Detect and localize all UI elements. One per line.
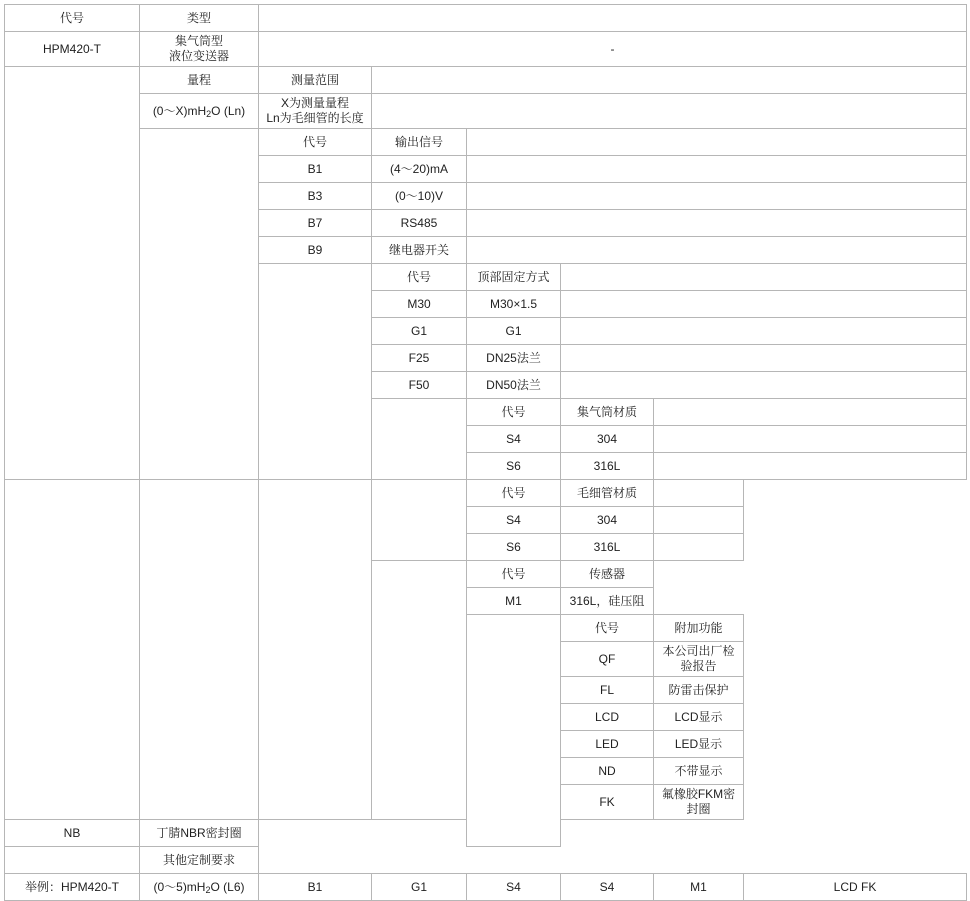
- topfix-code: G1: [372, 318, 467, 345]
- topfix-desc: M30×1.5: [467, 291, 561, 318]
- capillary-desc: 316L: [561, 534, 654, 561]
- tube-desc: 316L: [561, 453, 654, 480]
- selection-table: [4, 4, 967, 901]
- spacer-cell: [561, 264, 967, 291]
- spacer-cell: [372, 94, 967, 129]
- tube-code-header: 代号: [467, 399, 561, 426]
- model-code-value: HPM420-T: [5, 32, 140, 67]
- tube-desc-header: 集气筒材质: [561, 399, 654, 426]
- range-code-post: O (Ln): [211, 103, 246, 118]
- sensor-code-header: 代号: [467, 561, 561, 588]
- output-code: B9: [259, 237, 372, 264]
- capillary-desc: 304: [561, 507, 654, 534]
- capillary-code-header: 代号: [467, 480, 561, 507]
- spacer-cell: [654, 507, 744, 534]
- model-type-line2: 液位变送器: [168, 49, 229, 63]
- spacer-col-b: [140, 480, 259, 820]
- spacer-cell: [372, 67, 967, 94]
- output-desc: (4～20)mA: [372, 156, 467, 183]
- extra-code: ND: [561, 758, 654, 785]
- table-row: [5, 67, 967, 94]
- spacer-col-1: [5, 67, 140, 480]
- topfix-code: F50: [372, 372, 467, 399]
- capillary-code: S6: [467, 534, 561, 561]
- output-desc: (0～10)V: [372, 183, 467, 210]
- spacer-cell: [654, 480, 744, 507]
- spacer-col-4: [372, 399, 467, 480]
- example-range: [140, 874, 259, 901]
- example-output: B1: [259, 874, 372, 901]
- code-header: 代号: [5, 5, 140, 32]
- sensor-desc: 316L，硅压阻: [561, 588, 654, 615]
- spacer-cell: [561, 318, 967, 345]
- topfix-code-header: 代号: [372, 264, 467, 291]
- range-code-pre: (0～X)mH: [152, 103, 207, 118]
- table-row: [5, 32, 967, 67]
- spacer-cell: [259, 5, 967, 32]
- capillary-code: S4: [467, 507, 561, 534]
- topfix-desc-header: 顶部固定方式: [467, 264, 561, 291]
- spacer-cell: [654, 534, 744, 561]
- example-label: 举例：HPM420-T: [5, 874, 140, 901]
- extra-desc: LED显示: [654, 731, 744, 758]
- output-desc: RS485: [372, 210, 467, 237]
- example-range-sub: 2: [205, 884, 211, 895]
- spacer-col-2: [140, 129, 259, 480]
- table-row: [5, 480, 967, 507]
- extra-desc: 其他定制要求: [140, 847, 259, 874]
- spacer-cell: [467, 183, 967, 210]
- table-row: [5, 94, 967, 129]
- table-row: [5, 847, 967, 874]
- capillary-desc-header: 毛细管材质: [561, 480, 654, 507]
- extra-code-header: 代号: [561, 615, 654, 642]
- example-range-pre: (0～5)mH: [153, 879, 206, 894]
- extra-code: QF: [561, 642, 654, 677]
- spacer-cell: [561, 345, 967, 372]
- spacer-col-7: [467, 615, 561, 847]
- spacer-col-5: [372, 480, 467, 561]
- range-desc-line2: Ln为毛细管的长度: [266, 111, 364, 125]
- extra-desc: 氟橡胶FKM密封圈: [654, 785, 744, 820]
- extra-desc: LCD显示: [654, 704, 744, 731]
- range-desc-line1: X为测量量程: [280, 96, 349, 110]
- output-code: B3: [259, 183, 372, 210]
- table-row: [5, 129, 967, 156]
- range-code-value: [140, 94, 259, 129]
- example-extra: LCD FK: [744, 874, 967, 901]
- extra-code: [5, 847, 140, 874]
- spacer-cell: [654, 426, 967, 453]
- spacer-col-3: [259, 264, 372, 480]
- output-code: B7: [259, 210, 372, 237]
- output-code: B1: [259, 156, 372, 183]
- topfix-code: F25: [372, 345, 467, 372]
- output-code-header: 代号: [259, 129, 372, 156]
- topfix-desc: G1: [467, 318, 561, 345]
- type-header: 类型: [140, 5, 259, 32]
- spacer-col-c: [259, 480, 372, 820]
- model-type-line1: 集气筒型: [174, 34, 223, 48]
- example-topfix: G1: [372, 874, 467, 901]
- spacer-cell: [654, 399, 967, 426]
- tube-code: S4: [467, 426, 561, 453]
- spacer-cell: [654, 453, 967, 480]
- extra-code: LED: [561, 731, 654, 758]
- extra-code: NB: [5, 820, 140, 847]
- topfix-code: M30: [372, 291, 467, 318]
- extra-code: LCD: [561, 704, 654, 731]
- output-desc-header: 输出信号: [372, 129, 467, 156]
- model-type-value: [140, 32, 259, 67]
- spacer-col-a: [5, 480, 140, 820]
- spacer-cell: [561, 372, 967, 399]
- spacer-col-6: [372, 561, 467, 820]
- table-row: [5, 5, 967, 32]
- header-note: -: [259, 32, 967, 67]
- spacer-cell: [467, 129, 967, 156]
- extra-desc: 防雷击保护: [654, 677, 744, 704]
- extra-desc: 本公司出厂检验报告: [654, 642, 744, 677]
- topfix-desc: DN50法兰: [467, 372, 561, 399]
- example-tube: S4: [467, 874, 561, 901]
- spacer-cell: [467, 237, 967, 264]
- extra-desc-header: 附加功能: [654, 615, 744, 642]
- range-desc-header: 测量范围: [259, 67, 372, 94]
- range-desc-value: [259, 94, 372, 129]
- extra-desc: 不带显示: [654, 758, 744, 785]
- range-code-header: 量程: [140, 67, 259, 94]
- tube-desc: 304: [561, 426, 654, 453]
- output-desc: 继电器开关: [372, 237, 467, 264]
- example-row: [5, 874, 967, 901]
- example-capillary: S4: [561, 874, 654, 901]
- range-code-sub: 2: [206, 108, 212, 119]
- extra-desc: 丁腈NBR密封圈: [140, 820, 259, 847]
- extra-code: FL: [561, 677, 654, 704]
- topfix-desc: DN25法兰: [467, 345, 561, 372]
- example-sensor: M1: [654, 874, 744, 901]
- sensor-code: M1: [467, 588, 561, 615]
- example-range-post: O (L6): [210, 879, 245, 894]
- sensor-desc-header: 传感器: [561, 561, 654, 588]
- spacer-cell: [561, 291, 967, 318]
- extra-code: FK: [561, 785, 654, 820]
- spacer-cell: [467, 210, 967, 237]
- tube-code: S6: [467, 453, 561, 480]
- spacer-cell: [467, 156, 967, 183]
